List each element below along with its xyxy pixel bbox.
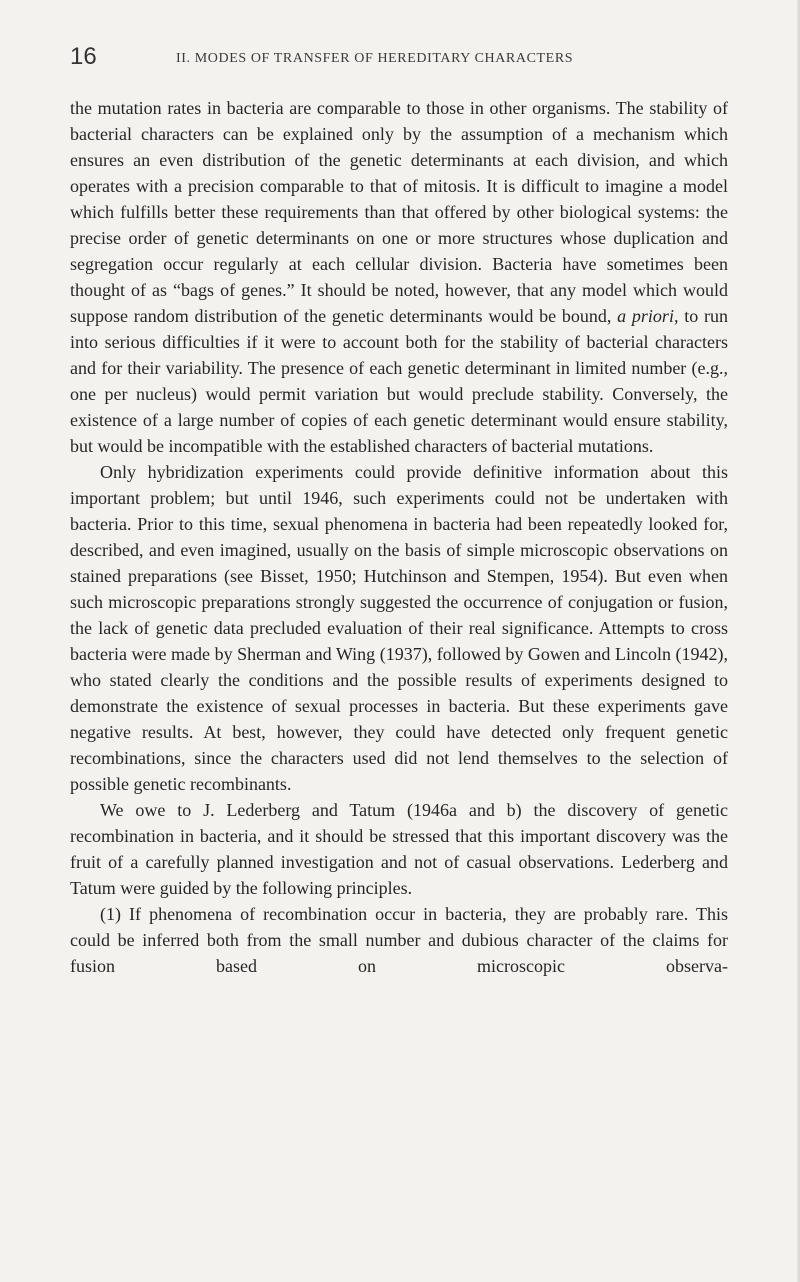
page-number: 16 [70, 43, 97, 70]
page-header [70, 42, 730, 74]
paragraph-1-italic-phrase: a priori, [617, 306, 679, 326]
paragraph-2: Only hybridization experiments could provide definitive information about this important problem; but until 1946, such experiments could not be undertaken with bacteria. Prior to this time, sexual phenomena in bacteria had been repeatedly looked for, described, and even imagined, usually on the basis of simple microscopic observations on stained preparations (see Bisset, 1950; Hutchinson and Stempen, 1954). But even when such microscopic preparations strongly suggested the occurrence of conjugation or fusion, the lack of genetic data precluded evaluation of their real significance. Attempts to cross bacteria were made by Sherman and Wing (1937), followed by Gowen and Lincoln (1942), who stated clearly the conditions and the possible results of experiments designed to demonstrate the existence of sexual processes in bacteria. But these experiments gave negative results. At best, however, they could have detected only frequent genetic recombinations, since the characters used did not lend themselves to the selection of possible genetic recombinants. [70, 462, 728, 794]
body-text [70, 95, 728, 979]
paragraph-1-text-before: the mutation rates in bacteria are comparable to those in other organisms. The stability of bacterial characters can be explained only by the assumption of a mechanism which ensures an even distribution of the genetic determinants at each division, and which operates with a precision comparable to that of mitosis. It is difficult to imagine a model which fulfills better these requirements than that offered by other biological systems: the precise order of genetic determinants on one or more structures whose duplication and segregation occur regularly at each cellular division. Bacteria have sometimes been thought of as “bags of genes.” It should be noted, however, that any model which would suppose random distribution of the genetic determinants would be bound, [70, 98, 728, 326]
paragraph-3: We owe to J. Lederberg and Tatum (1946a and b) the discovery of genetic recombination in bacteria, and it should be stressed that this important discovery was the fruit of a carefully planned investigation and not of casual observations. Lederberg and Tatum were guided by the following principles. [70, 800, 728, 898]
paragraph-4: (1) If phenomena of recombination occur in bacteria, they are probably rare. This could be inferred both from the small number and dubious character of the claims for fusion based on microscopic observa- [70, 904, 728, 976]
paragraph-1 [70, 95, 728, 459]
running-head: II. MODES OF TRANSFER OF HEREDITARY CHARACTERS [176, 51, 574, 66]
paragraph-1-text-after: to run into serious difficulties if it were to account both for the stability of bacterial characters and for their variability. The presence of each genetic determinant in limited number (e.g., one per nucleus) would permit variation but would preclude stability. Conversely, the existence of a large number of copies of each genetic determinant would ensure stability, but would be incompatible with the established characters of bacterial mutations. [70, 306, 728, 456]
